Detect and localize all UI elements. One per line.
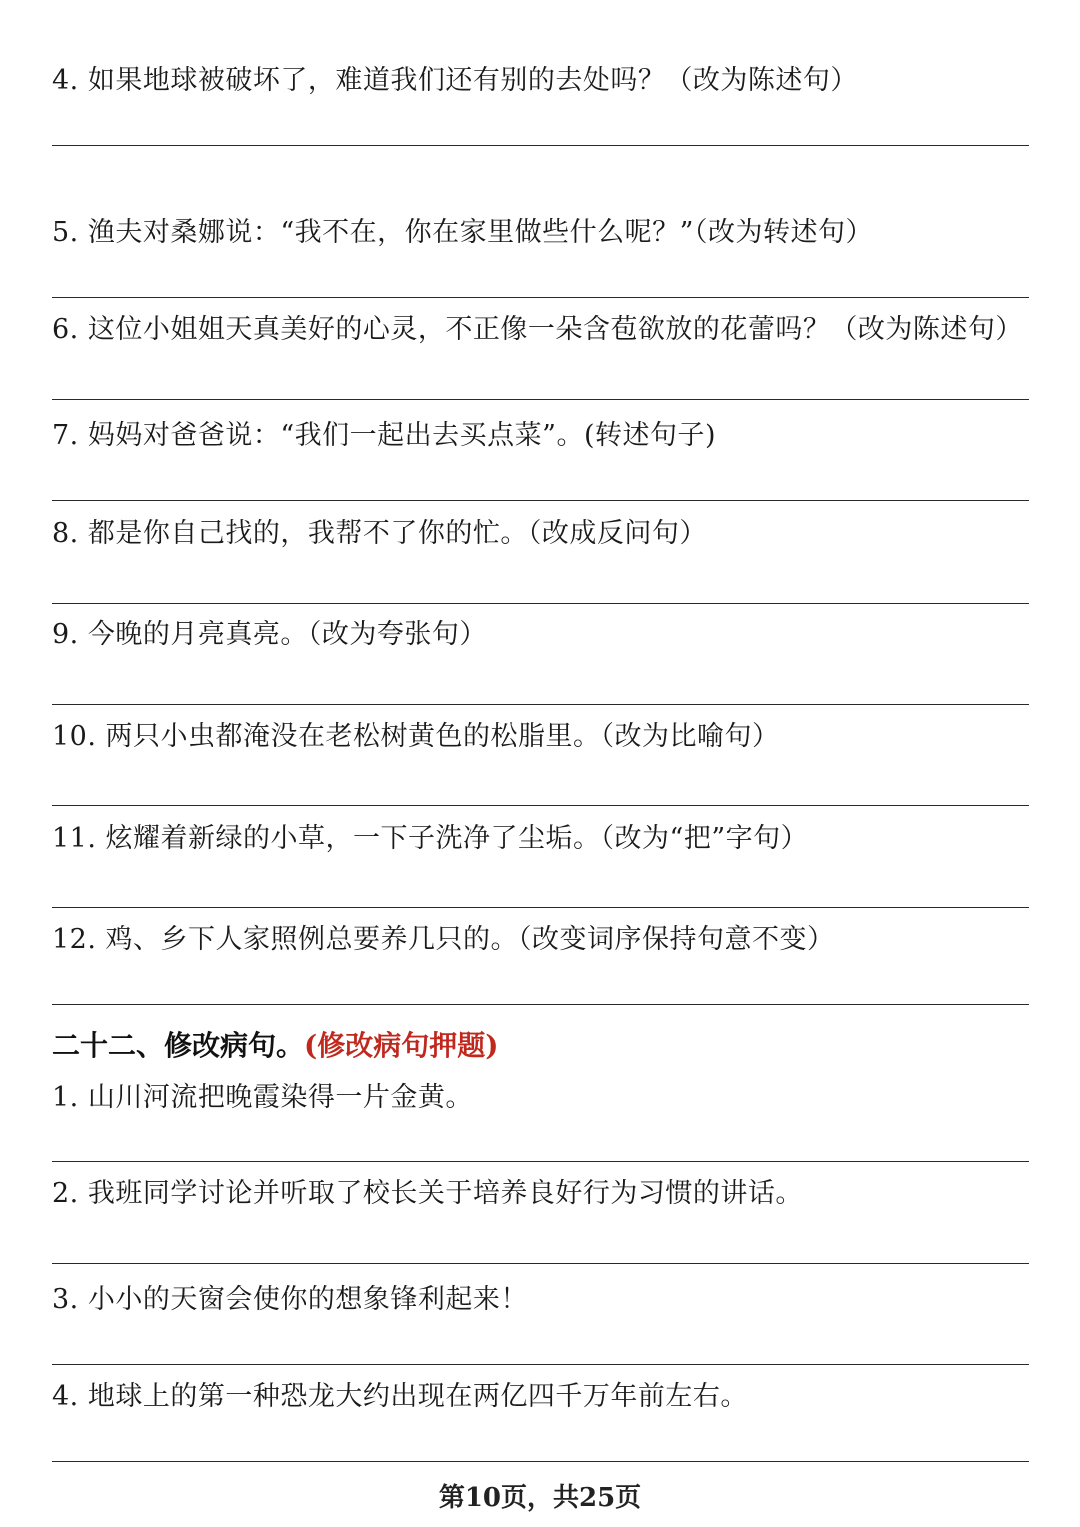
section-heading-title: 二十二、修改病句。 — [52, 1029, 305, 1062]
answer-line-b4[interactable] — [52, 1461, 1029, 1462]
answer-line-a6[interactable] — [52, 399, 1029, 400]
page-number: 第10页，共25页 — [438, 1483, 642, 1513]
section-heading-note: (修改病句押题) — [304, 1029, 499, 1062]
question-b4: 4. 地球上的第一种恐龙大约出现在两亿四千万年前左右。 — [52, 1381, 748, 1412]
answer-line-a5[interactable] — [52, 297, 1029, 298]
answer-line-a8[interactable] — [52, 603, 1029, 604]
answer-line-b1[interactable] — [52, 1161, 1029, 1162]
answer-line-b3[interactable] — [52, 1364, 1029, 1365]
question-a4: 4. 如果地球被破坏了，难道我们还有别的去处吗？（改为陈述句） — [52, 65, 858, 96]
question-a11: 11. 炫耀着新绿的小草，一下子洗净了尘垢。（改为“把”字句） — [52, 823, 809, 854]
question-a10: 10. 两只小虫都淹没在老松树黄色的松脂里。（改为比喻句） — [52, 721, 780, 752]
answer-line-a12[interactable] — [52, 1004, 1029, 1005]
question-a6: 6. 这位小姐姐天真美好的心灵，不正像一朵含苞欲放的花蕾吗？（改为陈述句） — [52, 314, 1023, 345]
section-heading — [52, 1028, 499, 1064]
answer-line-a7[interactable] — [52, 500, 1029, 501]
answer-line-a4[interactable] — [52, 145, 1029, 146]
question-a5: 5. 渔夫对桑娜说：“我不在，你在家里做些什么呢？”（改为转述句） — [52, 217, 873, 248]
question-a12: 12. 鸡、乡下人家照例总要养几只的。（改变词序保持句意不变） — [52, 924, 835, 955]
question-b3: 3. 小小的天窗会使你的想象锋利起来！ — [52, 1284, 528, 1315]
answer-line-b2[interactable] — [52, 1263, 1029, 1264]
answer-line-a9[interactable] — [52, 704, 1029, 705]
answer-line-a11[interactable] — [52, 907, 1029, 908]
question-b1: 1. 山川河流把晚霞染得一片金黄。 — [52, 1082, 473, 1113]
question-a7: 7. 妈妈对爸爸说：“我们一起出去买点菜”。(转述句子) — [52, 420, 717, 451]
question-a9: 9. 今晚的月亮真亮。（改为夸张句） — [52, 619, 487, 650]
question-a8: 8. 都是你自己找的，我帮不了你的忙。（改成反问句） — [52, 518, 707, 549]
question-b2: 2. 我班同学讨论并听取了校长关于培养良好行为习惯的讲话。 — [52, 1178, 803, 1209]
answer-line-a10[interactable] — [52, 805, 1029, 806]
